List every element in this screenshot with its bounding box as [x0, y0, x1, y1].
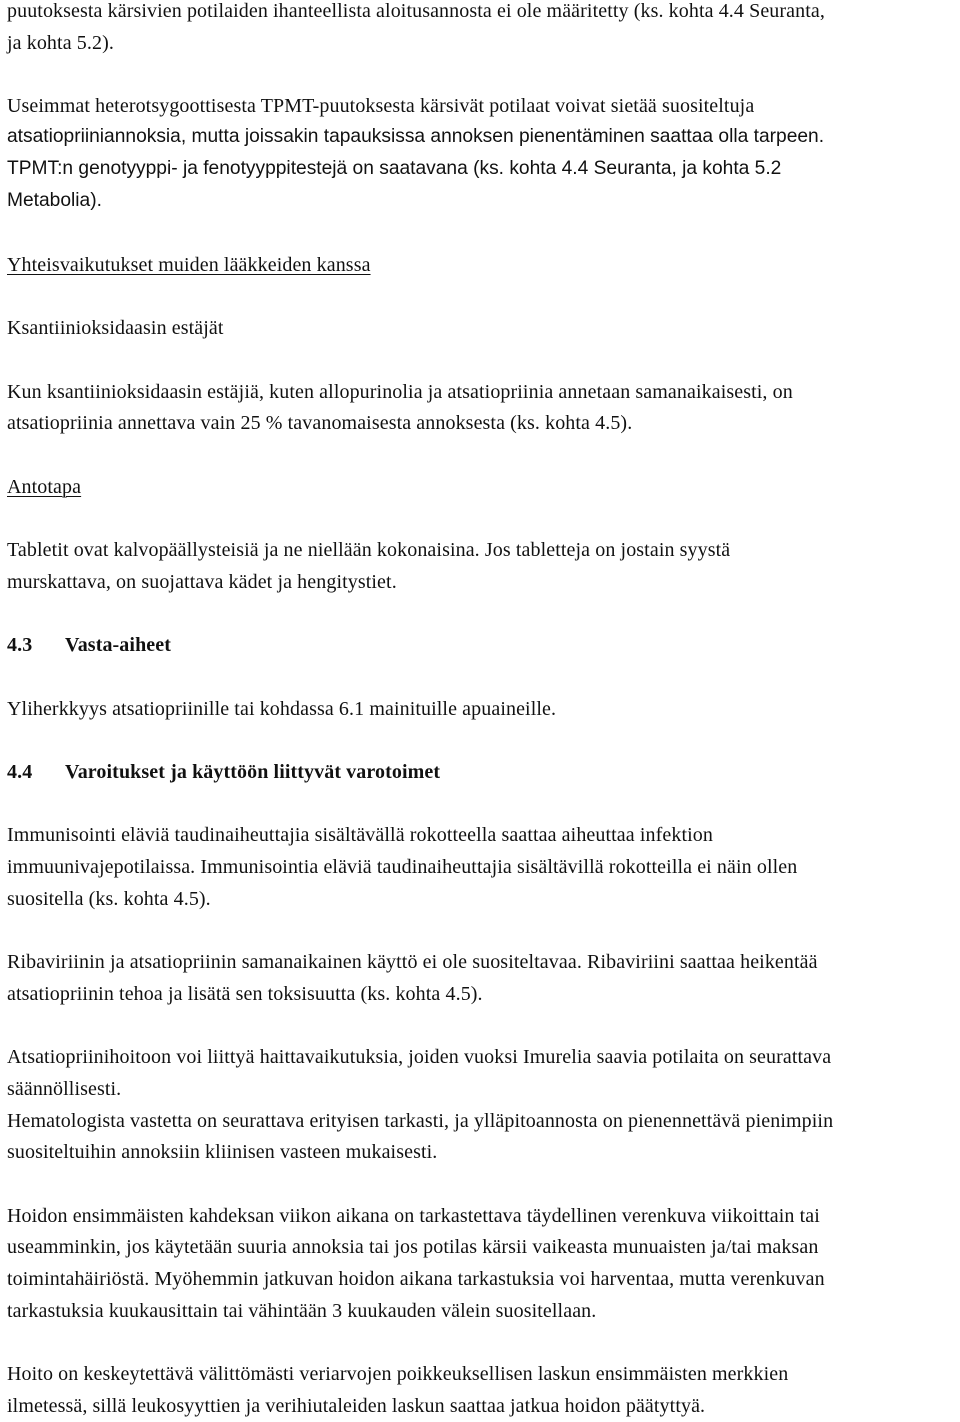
paragraph-line: suositeltuihin annoksiin kliinisen vasteen mukaisesti.	[7, 1141, 438, 1163]
paragraph-line: Metabolia).	[7, 190, 102, 211]
paragraph-line: Ribaviriinin ja atsatiopriinin samanaikainen käyttö ei ole suositeltavaa. Ribaviriini saattaa heikentää	[7, 951, 818, 973]
section-number: 4.3	[7, 634, 33, 656]
subheading-administration: Antotapa	[7, 476, 82, 498]
paragraph-line: Hoito on keskeytettävä välittömästi veriarvojen poikkeuksellisen laskun ensimmäisten merkkien	[7, 1363, 789, 1385]
paragraph-line: atsatiopriinin tehoa ja lisätä sen toksisuutta (ks. kohta 4.5).	[7, 983, 483, 1005]
subheading-interactions: Yhteisvaikutukset muiden lääkkeiden kanssa	[7, 254, 371, 276]
paragraph-line: puutoksesta kärsivien potilaiden ihanteellista aloitusannosta ei ole määritetty (ks. kohta 4.4 Seuranta,	[7, 0, 825, 22]
paragraph-line: ja kohta 5.2).	[7, 32, 114, 54]
section-title: Vasta-aiheet	[65, 634, 172, 656]
paragraph-line: toimintahäiriöstä. Myöhemmin jatkuvan hoidon aikana tarkastuksia voi harventaa, mutta verenkuvan	[7, 1268, 825, 1290]
paragraph-line: useamminkin, jos käytetään suuria annoksia tai jos potilas kärsii vaikeasta munuaisten ja/tai maksan	[7, 1236, 819, 1258]
paragraph-line: ilmetessä, sillä leukosyyttien ja verihiutaleiden laskun saattaa jatkua hoidon päätyttyä.	[7, 1395, 706, 1417]
paragraph-line: tarkastuksia kuukausittain tai vähintään 3 kuukauden välein suositellaan.	[7, 1300, 597, 1322]
paragraph-line: atsatiopriinia annettava vain 25 % tavanomaisesta annoksesta (ks. kohta 4.5).	[7, 412, 633, 434]
paragraph-line: Hematologista vastetta on seurattava erityisen tarkasti, ja ylläpitoannosta on pienennettävä pienimpiin	[7, 1110, 834, 1132]
paragraph-line: atsatiopriiniannoksia, mutta joissakin tapauksissa annoksen pienentäminen saattaa olla tarpeen.	[7, 126, 825, 147]
section-title: Varoitukset ja käyttöön liittyvät varotoimet	[65, 761, 441, 783]
paragraph-line: immuunivajepotilaissa. Immunisointia eläviä taudinaiheuttajia sisältävillä rokotteilla ei näin ollen	[7, 856, 798, 878]
paragraph-line: suositella (ks. kohta 4.5).	[7, 888, 211, 910]
section-heading-4-3	[7, 633, 171, 657]
paragraph-line: Kun ksantiinioksidaasin estäjiä, kuten allopurinolia ja atsatiopriinia annetaan samanaikaisesti, on	[7, 381, 793, 403]
paragraph-line: Hoidon ensimmäisten kahdeksan viikon aikana on tarkastettava täydellinen verenkuva viikoittain tai	[7, 1205, 820, 1227]
paragraph-line: TPMT:n genotyyppi- ja fenotyyppitestejä on saatavana (ks. kohta 4.4 Seuranta, ja kohta 5.2	[7, 158, 782, 179]
section-number: 4.4	[7, 761, 33, 783]
section-heading-4-4	[7, 760, 440, 784]
paragraph-line: murskattava, on suojattava kädet ja hengitystiet.	[7, 571, 397, 593]
paragraph-line: Yliherkkyys atsatiopriinille tai kohdassa 6.1 mainituille apuaineille.	[7, 698, 557, 720]
paragraph-line: Immunisointi eläviä taudinaiheuttajia sisältävällä rokotteella saattaa aiheuttaa infektion	[7, 824, 713, 846]
subheading-xanthine-oxidase: Ksantiinioksidaasin estäjät	[7, 317, 224, 339]
paragraph-line: Useimmat heterotsygoottisesta TPMT-puutoksesta kärsivät potilaat voivat sietää suositeltuja	[7, 95, 755, 117]
paragraph-line: Tabletit ovat kalvopäällysteisiä ja ne niellään kokonaisina. Jos tabletteja on jostain syystä	[7, 539, 731, 561]
paragraph-line: Atsatiopriinihoitoon voi liittyä haittavaikutuksia, joiden vuoksi Imurelia saavia potilaita on seurattava	[7, 1046, 832, 1068]
paragraph-line: säännöllisesti.	[7, 1078, 122, 1100]
